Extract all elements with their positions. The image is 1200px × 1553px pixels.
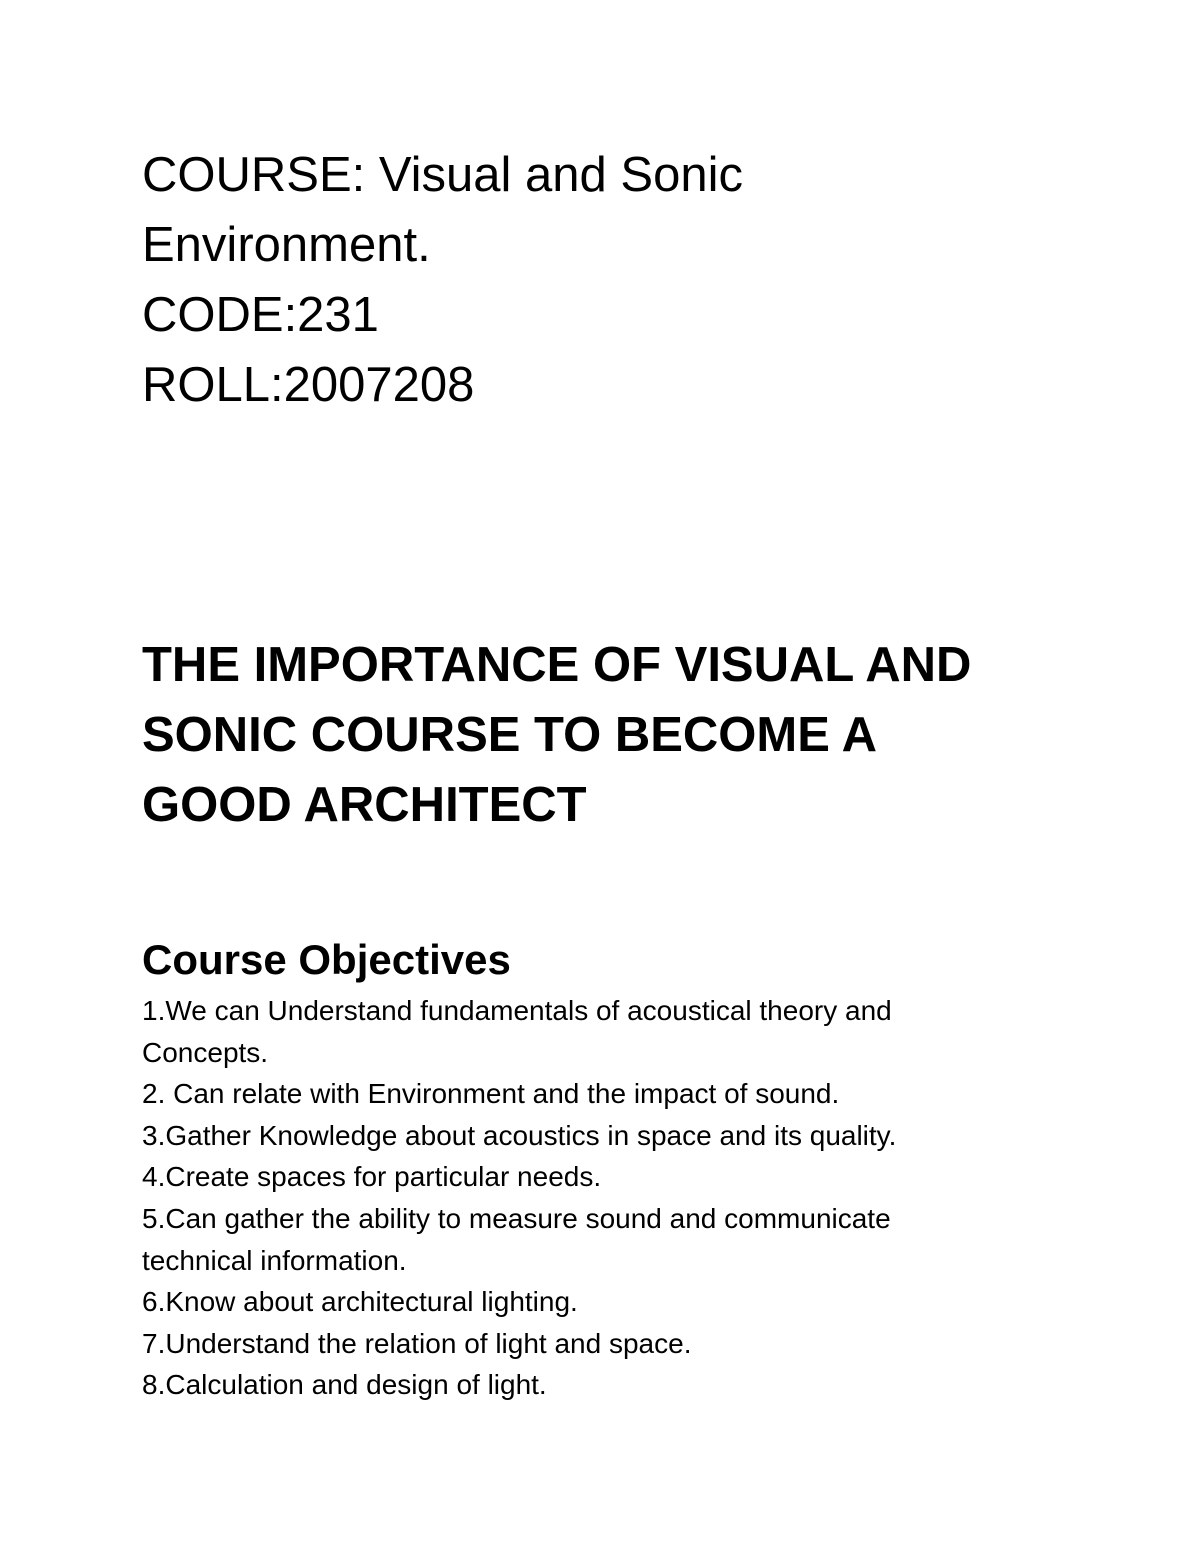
course-code: CODE:231: [142, 288, 379, 342]
objective-line: 7.Understand the relation of light and space.: [142, 1327, 692, 1359]
objective-line: Concepts.: [142, 1036, 269, 1068]
objectives-list: [142, 990, 1042, 1406]
objective-line: 4.Create spaces for particular needs.: [142, 1161, 602, 1193]
title-line-2: SONIC COURSE TO BECOME A: [142, 708, 878, 762]
objective-line: 5.Can gather the ability to measure sound and communicate: [142, 1202, 891, 1234]
course-info-header: [142, 140, 1042, 420]
objective-line: 8.Calculation and design of light.: [142, 1369, 547, 1401]
title-line-1: THE IMPORTANCE OF VISUAL AND: [142, 638, 972, 692]
objective-line: 2. Can relate with Environment and the impact of sound.: [142, 1078, 840, 1110]
objective-line: technical information.: [142, 1244, 407, 1276]
objective-line: 1.We can Understand fundamentals of acoustical theory and: [142, 995, 892, 1026]
course-name-line-2: Environment.: [142, 218, 431, 272]
objective-line: 3.Gather Knowledge about acoustics in space and its quality.: [142, 1119, 897, 1151]
objective-line: 6.Know about architectural lighting.: [142, 1286, 578, 1318]
document-title: [142, 630, 1062, 840]
roll-number: ROLL:2007208: [142, 358, 475, 412]
title-line-3: GOOD ARCHITECT: [142, 778, 587, 832]
course-objectives-heading: Course Objectives: [142, 936, 511, 983]
course-name-line-1: COURSE: Visual and Sonic: [142, 148, 743, 202]
